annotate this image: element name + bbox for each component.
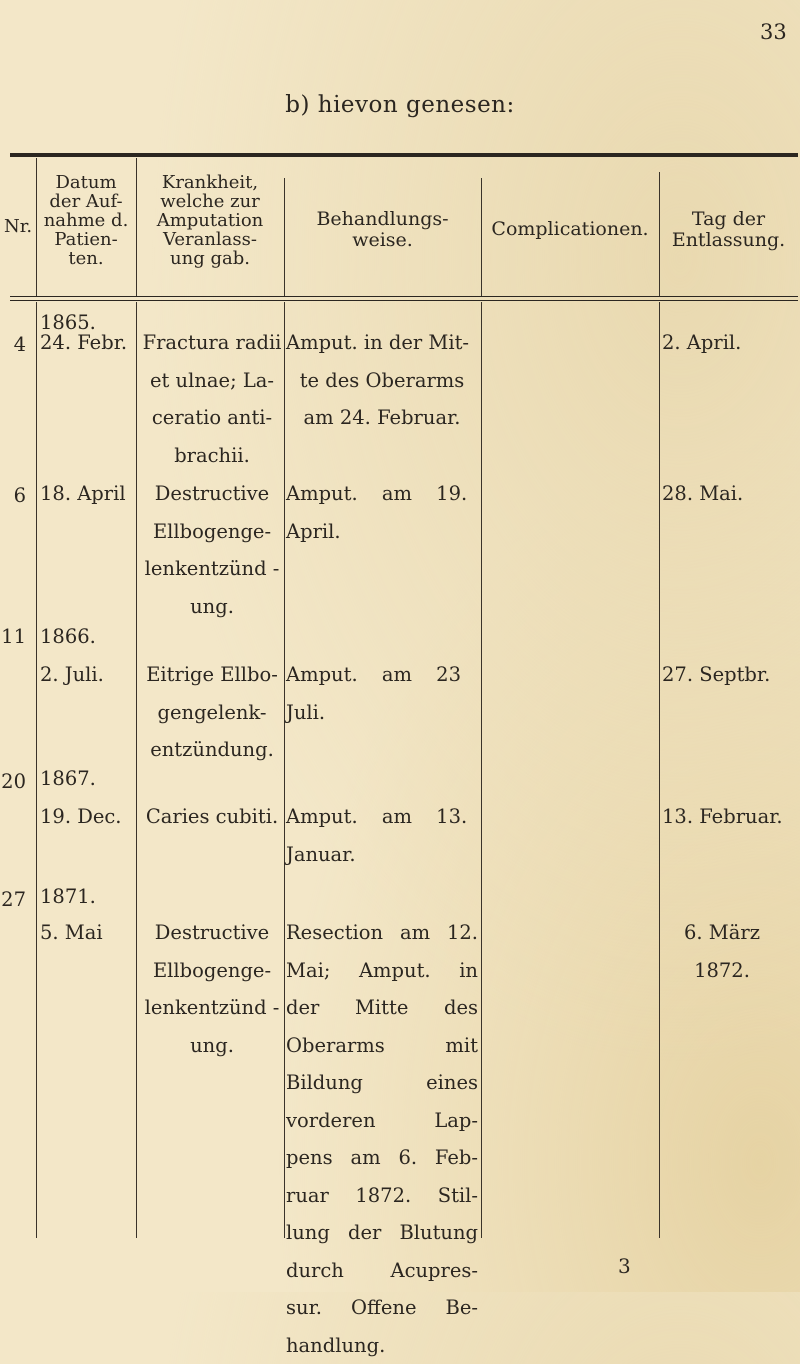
row-behandlung: Amput. am 23 Juli. [286, 663, 461, 724]
header-datum: Datum der Auf- nahme d. Patien- ten. [43, 172, 129, 269]
row-behandlung: Resection am 12. Mai; Amput. in der Mitte des Oberarms mit Bildung eines vorderen Lap- pens am 6. Feb- ruar 1872. Stil- lung der Blutung durch Acupres- sur. Offene Be- handlung. [286, 921, 478, 1357]
signature-mark: 3 [618, 1254, 631, 1278]
row-nr: 11 [1, 625, 26, 648]
header-bottom-rule-2 [10, 300, 798, 301]
row-krankheit: Caries cubiti. [145, 805, 279, 828]
row-date: 2. Juli. [40, 663, 104, 686]
table-top-rule [10, 153, 798, 157]
row-krankheit: Destructive Ellbogenge- lenkentzünd - ung. [144, 482, 280, 618]
header-krankheit: Krankheit, welche zur Amputation Veranlass- ung gab. [156, 172, 264, 269]
header-nr: Nr. [3, 216, 33, 237]
row-date: 24. Febr. [40, 331, 128, 354]
header-entlassung: Tag der Entlassung. [671, 208, 786, 251]
row-entlassung: 6. März 1872. [684, 921, 760, 982]
row-behandlung: Amput. am 19. April. [286, 482, 468, 543]
row-date: 5. Mai [40, 921, 103, 944]
column-divider [481, 302, 482, 1238]
row-krankheit: Eitrige Ellbo- gengelenk- entzündung. [146, 663, 278, 761]
header-complicationen: Complicationen. [491, 218, 649, 240]
row-behandlung: Amput. in der Mit- te des Oberarms am 24. Februar. [286, 331, 470, 429]
row-krankheit: Destructive Ellbogenge- lenkentzünd - ung. [144, 921, 280, 1057]
row-entlassung: 2. April. [662, 331, 742, 354]
row-entlassung: 27. Septbr. [662, 663, 771, 686]
row-year: 1871. [40, 885, 96, 908]
row-date: 18. April [40, 482, 126, 505]
section-heading: b) hievon genesen: [285, 92, 515, 118]
row-date: 19. Dec. [40, 805, 122, 828]
column-divider [36, 302, 37, 1238]
row-krankheit: Fractura radii et ulnae; La- ceratio anti- brachii. [142, 331, 282, 467]
row-nr: 4 [13, 333, 26, 356]
row-nr: 6 [13, 484, 26, 507]
row-year: 1865. [40, 311, 96, 334]
row-nr: 20 [1, 770, 26, 793]
row-nr: 27 [1, 888, 26, 911]
column-divider [136, 302, 137, 1238]
column-divider [659, 302, 660, 1238]
row-year: 1867. [40, 767, 96, 790]
row-behandlung: Amput. am 13. Januar. [286, 805, 468, 866]
row-entlassung: 13. Februar. [662, 805, 783, 828]
page-number: 33 [760, 20, 787, 44]
header-bottom-rule [10, 296, 798, 297]
header-behandlung: Behandlungs- weise. [316, 208, 449, 251]
row-entlassung: 28. Mai. [662, 482, 744, 505]
row-year: 1866. [40, 625, 96, 648]
